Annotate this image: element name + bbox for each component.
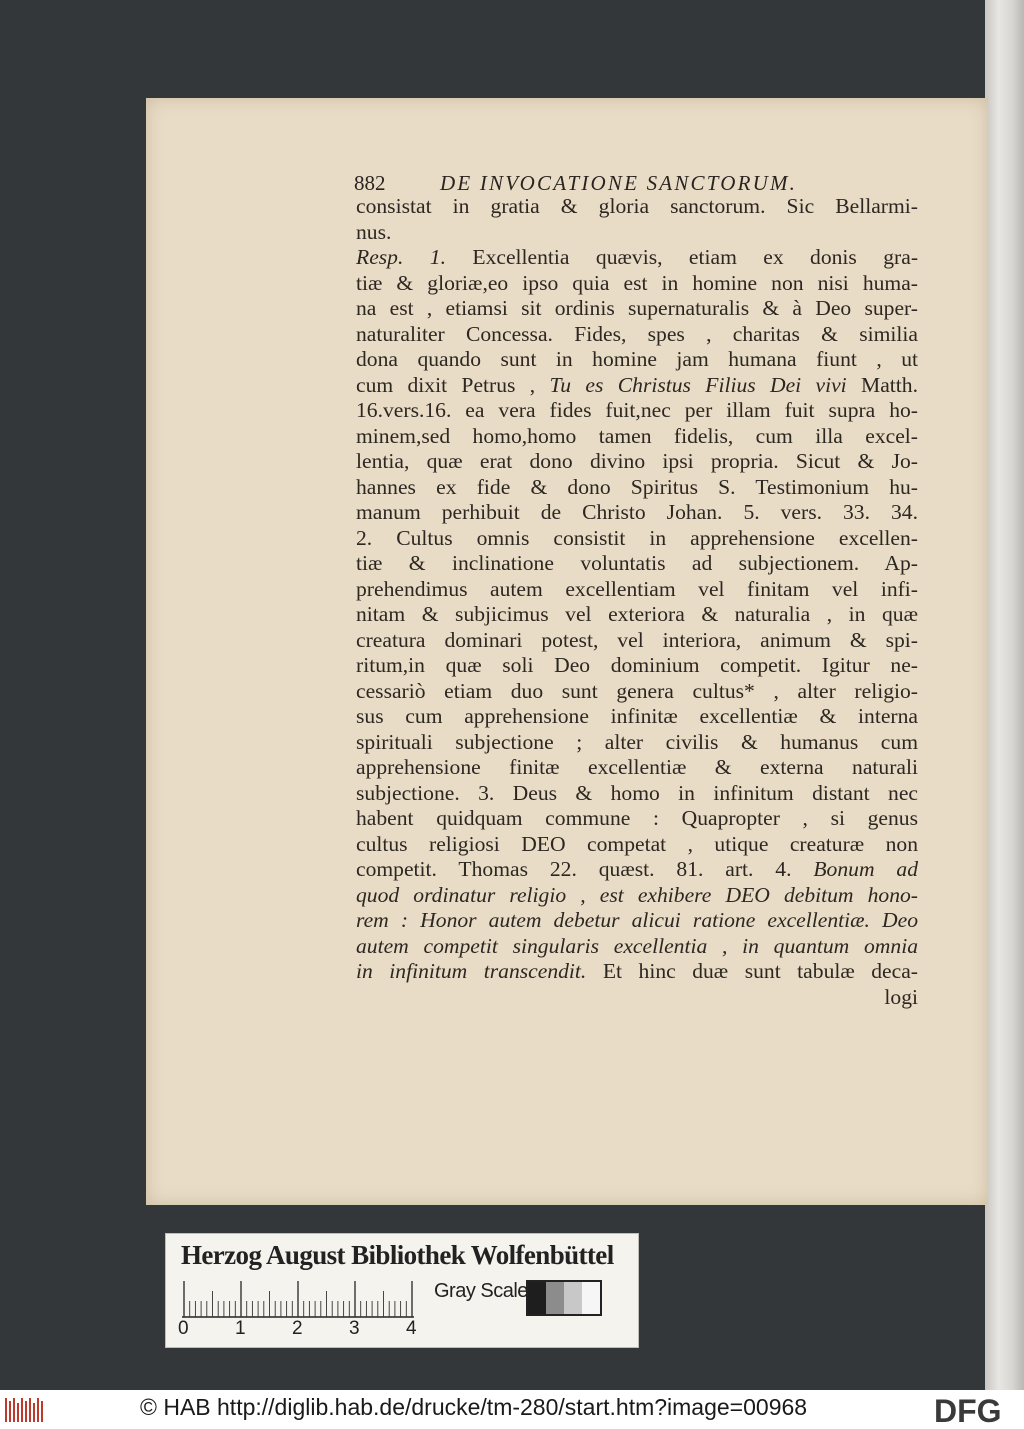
text-segment: Et hinc duæ sunt tabulæ deca- <box>586 959 919 983</box>
gray-swatch <box>564 1282 582 1314</box>
text-line <box>356 424 918 450</box>
text-line <box>356 322 918 348</box>
page-text <box>356 194 918 1010</box>
text-line <box>356 959 918 985</box>
ruler-number: 1 <box>235 1318 246 1339</box>
library-name: Herzog August Bibliothek Wolfenbüttel <box>181 1240 614 1270</box>
text-line <box>356 526 918 552</box>
text-segment: Resp. 1. <box>356 245 446 269</box>
text-line <box>356 500 918 526</box>
svg-text:DFG: DFG <box>934 1394 1002 1426</box>
text-line <box>356 755 918 781</box>
text-segment: naturaliter Concessa. Fides, spes , charitas & similia <box>356 321 918 346</box>
gray-swatch <box>582 1282 600 1314</box>
text-segment: nus. <box>356 219 392 244</box>
text-segment: hannes ex fide & dono Spiritus S. Testimonium hu- <box>356 474 918 499</box>
text-line <box>356 908 918 934</box>
text-segment: in infinitum transcendit. <box>356 959 587 983</box>
text-segment: tiæ & gloriæ,eo ipso quia est in homine non nisi huma- <box>356 270 918 295</box>
text-segment: Bonum ad <box>813 857 918 881</box>
text-line <box>356 245 918 271</box>
text-line <box>356 194 918 220</box>
ruler-number: 2 <box>292 1318 303 1339</box>
gray-swatch <box>528 1282 546 1314</box>
copyright-url[interactable]: © HAB http://diglib.hab.de/drucke/tm-280/start.htm?image=00968 <box>140 1394 808 1420</box>
text-segment: na est , etiamsi sit ordinis supernaturalis & à Deo super- <box>356 296 918 320</box>
text-segment: autem competit singularis excellentia , in quantum omnia <box>356 933 918 958</box>
text-line <box>356 985 918 1011</box>
text-line <box>356 883 918 909</box>
text-segment: subjectione. 3. Deus & homo in infinitum distant nec <box>356 780 918 805</box>
running-title: DE INVOCATIONE SANCTORUM. <box>440 171 798 195</box>
text-line <box>356 806 918 832</box>
text-segment: quod ordinatur religio , est exhibere DEO debitum hono- <box>356 882 918 907</box>
text-segment: 2. Cultus omnis consistit in apprehensione excellen- <box>356 525 918 550</box>
dfg-logo-icon <box>934 1394 1020 1426</box>
library-label-card <box>165 1233 639 1348</box>
text-line <box>356 577 918 603</box>
text-line <box>356 934 918 960</box>
gray-scale-swatches <box>526 1280 602 1316</box>
text-line <box>356 475 918 501</box>
page-header <box>354 171 914 195</box>
text-line <box>356 347 918 373</box>
text-line <box>356 551 918 577</box>
text-segment: spirituali subjectione ; alter civilis & humanus cum <box>356 729 918 754</box>
page-number: 882 <box>354 171 386 195</box>
book-page <box>146 98 988 1205</box>
ruler-numbers <box>178 1318 438 1340</box>
text-line <box>356 602 918 628</box>
text-segment: Matth. <box>846 372 918 397</box>
gray-scale-label: Gray Scale <box>434 1280 528 1302</box>
text-segment: 16.vers.16. ea vera fides fuit,nec per illam fuit supra ho- <box>356 398 918 422</box>
text-segment: consistat in gratia & gloria sanctorum. Sic Bellarmi- <box>356 194 918 218</box>
text-segment: manum perhibuit de Christo Johan. 5. vers. 33. 34. <box>356 500 918 524</box>
text-segment: apprehensione finitæ excellentiæ & externa naturali <box>356 755 918 779</box>
text-line <box>356 679 918 705</box>
text-line <box>356 857 918 883</box>
text-segment: cultus religiosi DEO competat , utique creaturæ non <box>356 831 918 856</box>
ruler-number: 0 <box>178 1318 189 1339</box>
text-segment: logi <box>884 984 918 1009</box>
text-segment: cessariò etiam duo sunt genera cultus* , alter religio- <box>356 678 918 703</box>
text-line <box>356 730 918 756</box>
text-line <box>356 781 918 807</box>
text-segment: Tu es Christus Filius Dei vivi <box>549 372 847 397</box>
text-segment: competit. Thomas 22. quæst. 81. art. 4. <box>356 857 814 881</box>
text-line <box>356 373 918 399</box>
ruler-scale <box>182 1280 422 1318</box>
footer-bar <box>0 1390 1024 1429</box>
ruler-number: 4 <box>406 1318 417 1339</box>
text-line <box>356 449 918 475</box>
text-segment: tiæ & inclinatione voluntatis ad subjectionem. Ap- <box>356 551 918 575</box>
text-line <box>356 628 918 654</box>
text-line <box>356 296 918 322</box>
gray-swatch <box>546 1282 564 1314</box>
hab-barcode-logo-icon <box>4 1395 44 1425</box>
text-segment: cum dixit Petrus , <box>356 372 550 397</box>
ruler-number: 3 <box>349 1318 360 1339</box>
text-segment: lentia, quæ erat dono divino ipsi propria. Sicut & Jo- <box>356 449 918 473</box>
book-edge <box>985 0 1024 1390</box>
text-segment: sus cum apprehensione infinitæ excellentiæ & interna <box>356 704 918 728</box>
text-segment: rem : Honor autem debetur alicui ratione excellentiæ. Deo <box>356 908 918 932</box>
text-segment: dona quando sunt in homine jam humana fiunt , ut <box>356 347 918 371</box>
text-segment: ritum,in quæ soli Deo dominium competit. Igitur ne- <box>356 653 918 677</box>
text-segment: habent quidquam commune : Quapropter , si genus <box>356 806 918 830</box>
text-line <box>356 653 918 679</box>
text-line <box>356 398 918 424</box>
text-line <box>356 220 918 246</box>
text-segment: nitam & subjicimus vel exteriora & naturalia , in quæ <box>356 602 918 626</box>
text-line <box>356 704 918 730</box>
text-segment: prehendimus autem excellentiam vel finitam vel infi- <box>356 576 918 601</box>
text-segment: creatura dominari potest, vel interiora, animum & spi- <box>356 627 918 652</box>
text-line <box>356 832 918 858</box>
text-line <box>356 271 918 297</box>
text-segment: Excellentia quævis, etiam ex donis gra- <box>445 245 919 269</box>
text-segment: minem,sed homo,homo tamen fidelis, cum illa excel- <box>356 423 918 448</box>
